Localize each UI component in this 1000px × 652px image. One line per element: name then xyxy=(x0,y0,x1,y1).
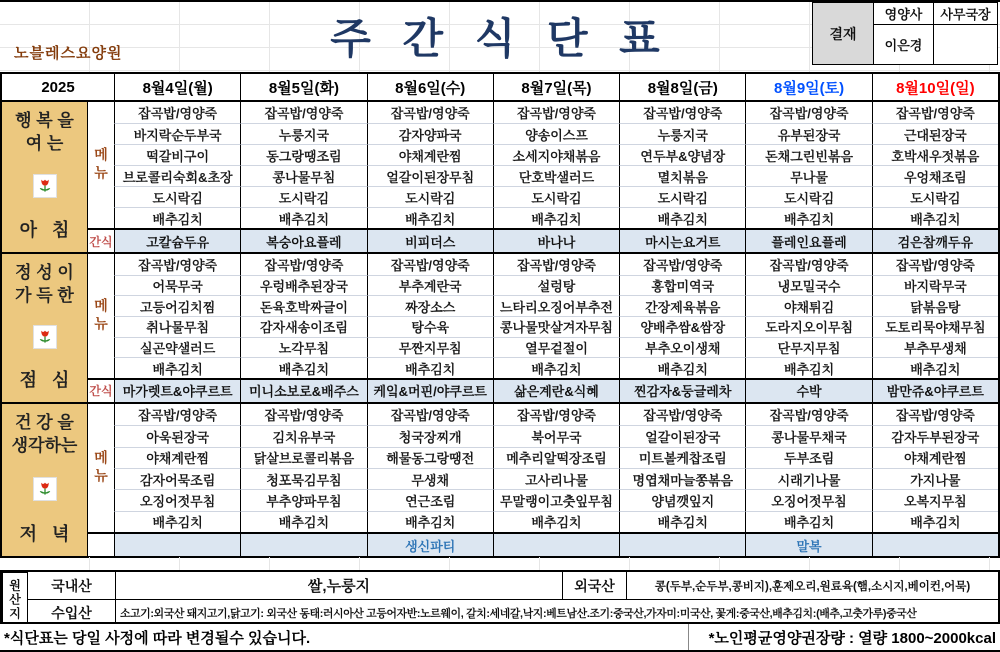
origin-domestic-label: 국내산 xyxy=(27,572,115,599)
section-heading-0 xyxy=(2,102,87,252)
menu-item: 김치유부국 xyxy=(240,425,366,446)
menu-item: 잡곡밥/영양죽 xyxy=(493,102,619,123)
menu-item: 미트볼케찹조림 xyxy=(619,447,745,468)
footer-note-change: *식단표는 당일 사정에 따라 변경될수 있습니다. xyxy=(4,629,311,647)
menu-item: 도라지오이무침 xyxy=(745,316,871,337)
menu-item: 두부조림 xyxy=(745,447,871,468)
snack-item: 찐감자&둥글레차 xyxy=(619,378,745,402)
date-header-5: 8월8일(금) xyxy=(619,74,745,100)
menu-item: 우렁배추된장국 xyxy=(240,275,366,296)
date-header-4: 8월7일(목) xyxy=(493,74,619,100)
menu-item: 해물동그랑땡전 xyxy=(367,447,493,468)
menu-item: 고등어김치찜 xyxy=(114,295,240,316)
menu-item: 배추김치 xyxy=(619,207,745,228)
menu-item: 돈채그린빈볶음 xyxy=(745,144,871,165)
menu-item: 동그랑땡조림 xyxy=(240,144,366,165)
menu-item: 떡갈비구이 xyxy=(114,144,240,165)
menu-item: 바지락무국 xyxy=(872,275,998,296)
event-item: 생신파티 xyxy=(367,532,493,556)
menu-item: 오징어젓무침 xyxy=(745,489,871,510)
snack-item: 수박 xyxy=(745,378,871,402)
snack-item: 미니소보로&배주스 xyxy=(240,378,366,402)
menu-item: 간장제육볶음 xyxy=(619,295,745,316)
menu-item: 도시락김 xyxy=(493,186,619,207)
menu-item: 배추김치 xyxy=(114,207,240,228)
menu-item: 근대된장국 xyxy=(872,123,998,144)
menu-item: 배추김치 xyxy=(619,357,745,378)
approval-col-nutritionist: 영양사 xyxy=(873,3,933,24)
menu-item: 도시락김 xyxy=(114,186,240,207)
origin-foreign-value: 콩(두부,순두부,콩비지),훈제오리,원료육(햄,소시지,베이컨,어묵) xyxy=(626,572,998,599)
menu-item: 무나물 xyxy=(745,165,871,186)
menu-item: 콩나물맛살겨자무침 xyxy=(493,316,619,337)
meal-name: 점 심 xyxy=(19,369,75,390)
menu-item: 시래기나물 xyxy=(745,468,871,489)
menu-item: 양념깻잎지 xyxy=(619,489,745,510)
meal-section-0 xyxy=(2,102,998,252)
menu-label: 메뉴 xyxy=(87,102,114,228)
menu-item: 무짠지무침 xyxy=(367,337,493,358)
menu-item: 콩나물무채국 xyxy=(745,425,871,446)
event-item: 말복 xyxy=(745,532,871,556)
menu-item: 잡곡밥/영양죽 xyxy=(745,404,871,425)
snack-item: 마시는요거트 xyxy=(619,228,745,252)
menu-item: 단호박샐러드 xyxy=(493,165,619,186)
menu-item: 멸치볶음 xyxy=(619,165,745,186)
date-header-7: 8월10일(일) xyxy=(872,74,998,100)
snack-item: 밤만쥬&야쿠르트 xyxy=(872,378,998,402)
origin-foreign-label: 외국산 xyxy=(562,572,626,599)
menu-item: 잡곡밥/영양죽 xyxy=(367,254,493,275)
footer-notes xyxy=(0,624,1000,652)
menu-item: 실곤약샐러드 xyxy=(114,337,240,358)
menu-item: 탕수육 xyxy=(367,316,493,337)
year-cell: 2025 xyxy=(41,78,75,96)
facility-name: 노블레스요양원 xyxy=(14,45,123,62)
menu-item: 배추김치 xyxy=(872,357,998,378)
menu-item: 냉모밀국수 xyxy=(745,275,871,296)
menu-item: 유부된장국 xyxy=(745,123,871,144)
snack-item: 플레인요플레 xyxy=(745,228,871,252)
menu-item: 감자양파국 xyxy=(367,123,493,144)
menu-item: 느타리오징어부추전 xyxy=(493,295,619,316)
section-heading-line: 정 성 이 xyxy=(15,263,74,282)
menu-item: 얼갈이된장국 xyxy=(619,425,745,446)
menu-item: 감자새송이조림 xyxy=(240,316,366,337)
page-title: 주 간 식 단 표 xyxy=(330,15,670,62)
menu-item: 바지락순두부국 xyxy=(114,123,240,144)
menu-item: 연근조림 xyxy=(367,489,493,510)
date-header-row xyxy=(2,74,998,102)
event-item xyxy=(240,532,366,556)
section-heading-2 xyxy=(2,404,87,556)
menu-item: 잡곡밥/영양죽 xyxy=(872,404,998,425)
approval-signature-office-manager xyxy=(933,24,997,64)
menu-item: 호박새우젓볶음 xyxy=(872,144,998,165)
menu-item: 배추김치 xyxy=(619,511,745,532)
menu-item: 잡곡밥/영양죽 xyxy=(619,254,745,275)
snack-item: 복숭아요플레 xyxy=(240,228,366,252)
menu-item: 잡곡밥/영양죽 xyxy=(367,404,493,425)
menu-item: 잡곡밥/영양죽 xyxy=(240,254,366,275)
menu-item: 잡곡밥/영양죽 xyxy=(872,254,998,275)
date-header-2: 8월5일(화) xyxy=(240,74,366,100)
section-heading-text xyxy=(15,262,74,308)
menu-item: 취나물무침 xyxy=(114,316,240,337)
menu-item: 배추김치 xyxy=(240,511,366,532)
menu-item: 배추김치 xyxy=(493,357,619,378)
page-header xyxy=(0,2,1000,72)
menu-item: 무생채 xyxy=(367,468,493,489)
meal-name: 저 녁 xyxy=(19,524,75,544)
menu-item: 짜장소스 xyxy=(367,295,493,316)
origin-domestic-value: 쌀,누룽지 xyxy=(115,572,562,599)
menu-item: 청포묵김무침 xyxy=(240,468,366,489)
menu-item: 배추김치 xyxy=(745,511,871,532)
menu-item: 북어무국 xyxy=(493,425,619,446)
menu-item: 부추무생채 xyxy=(872,337,998,358)
menu-item: 메추리알떡장조림 xyxy=(493,447,619,468)
event-item xyxy=(872,532,998,556)
menu-item: 야채계란찜 xyxy=(367,144,493,165)
origin-imported-label: 수입산 xyxy=(27,599,115,626)
flower-icon xyxy=(33,174,57,198)
menu-item: 우엉채조림 xyxy=(872,165,998,186)
menu-table xyxy=(0,72,1000,558)
approval-label: 결재 xyxy=(813,3,873,64)
menu-item: 잡곡밥/영양죽 xyxy=(745,102,871,123)
menu-item: 잡곡밥/영양죽 xyxy=(240,102,366,123)
menu-item: 연두부&양념장 xyxy=(619,144,745,165)
menu-item: 도시락김 xyxy=(619,186,745,207)
menu-item: 잡곡밥/영양죽 xyxy=(493,404,619,425)
menu-item: 야채튀김 xyxy=(745,295,871,316)
flower-icon xyxy=(33,325,57,349)
menu-item: 아욱된장국 xyxy=(114,425,240,446)
menu-item: 닭살브로콜리볶음 xyxy=(240,447,366,468)
menu-item: 잡곡밥/영양죽 xyxy=(114,404,240,425)
menu-item: 도시락김 xyxy=(240,186,366,207)
event-item xyxy=(493,532,619,556)
menu-item: 누룽지국 xyxy=(619,123,745,144)
flower-icon xyxy=(33,477,57,501)
section-heading-line: 여 는 xyxy=(25,133,64,153)
date-header-3: 8월6일(수) xyxy=(367,74,493,100)
snack-item: 고칼슘두유 xyxy=(114,228,240,252)
menu-item: 소세지야채볶음 xyxy=(493,144,619,165)
menu-item: 부추계란국 xyxy=(367,275,493,296)
menu-item: 얼갈이된장무침 xyxy=(367,165,493,186)
menu-item: 잡곡밥/영양죽 xyxy=(114,102,240,123)
section-heading-text xyxy=(12,412,78,458)
menu-item: 잡곡밥/영양죽 xyxy=(367,102,493,123)
section-heading-1 xyxy=(2,254,87,402)
menu-item: 청국장찌개 xyxy=(367,425,493,446)
approval-col-office-manager: 사무국장 xyxy=(933,3,997,24)
approval-box xyxy=(812,2,998,65)
menu-item: 배추김치 xyxy=(872,511,998,532)
snack-label: 간식 xyxy=(87,378,114,402)
menu-item: 부추오이생채 xyxy=(619,337,745,358)
menu-item: 오복지무침 xyxy=(872,489,998,510)
snack-item: 바나나 xyxy=(493,228,619,252)
snack-item: 케잌&머핀/야쿠르트 xyxy=(367,378,493,402)
menu-item: 고사리나물 xyxy=(493,468,619,489)
menu-item: 오징어젓무침 xyxy=(114,489,240,510)
meal-section-1 xyxy=(2,252,998,402)
menu-item: 도시락김 xyxy=(872,186,998,207)
menu-item: 돈육호박짜글이 xyxy=(240,295,366,316)
date-header-6: 8월9일(토) xyxy=(745,74,871,100)
section-heading-text xyxy=(15,110,74,156)
menu-item: 콩나물무침 xyxy=(240,165,366,186)
menu-item: 잡곡밥/영양죽 xyxy=(872,102,998,123)
menu-item: 명엽채마늘쫑볶음 xyxy=(619,468,745,489)
event-item xyxy=(114,532,240,556)
origin-table xyxy=(0,570,1000,624)
menu-item: 배추김치 xyxy=(872,207,998,228)
menu-item: 잡곡밥/영양죽 xyxy=(240,404,366,425)
menu-item: 브로콜리숙회&초장 xyxy=(114,165,240,186)
menu-item: 누룽지국 xyxy=(240,123,366,144)
origin-side-label: 원산지 xyxy=(2,572,27,626)
menu-item: 도토리묵야채무침 xyxy=(872,316,998,337)
section-heading-line: 생각하는 xyxy=(11,435,78,455)
meal-section-2 xyxy=(2,402,998,556)
spacer-row xyxy=(0,557,1000,570)
menu-label: 메뉴 xyxy=(87,254,114,378)
menu-item: 양송이스프 xyxy=(493,123,619,144)
menu-item: 도시락김 xyxy=(367,186,493,207)
snack-label xyxy=(87,532,114,556)
date-header-1: 8월4일(월) xyxy=(114,74,240,100)
menu-item: 감자어묵조림 xyxy=(114,468,240,489)
menu-item: 부추양파무침 xyxy=(240,489,366,510)
section-heading-line: 건 강 을 xyxy=(15,413,74,432)
menu-item: 야채계란찜 xyxy=(114,447,240,468)
snack-item: 마가렛트&야쿠르트 xyxy=(114,378,240,402)
snack-item: 비피더스 xyxy=(367,228,493,252)
menu-item: 배추김치 xyxy=(367,357,493,378)
section-heading-line: 행 복 을 xyxy=(15,111,74,130)
menu-item: 배추김치 xyxy=(493,511,619,532)
menu-item: 배추김치 xyxy=(114,511,240,532)
menu-item: 잡곡밥/영양죽 xyxy=(619,404,745,425)
menu-item: 야채계란찜 xyxy=(872,447,998,468)
approval-signature-nutritionist: 이은경 xyxy=(873,24,933,64)
menu-item: 배추김치 xyxy=(745,357,871,378)
menu-item: 단무지무침 xyxy=(745,337,871,358)
snack-label: 간식 xyxy=(87,228,114,252)
menu-item: 배추김치 xyxy=(367,207,493,228)
menu-item: 배추김치 xyxy=(240,207,366,228)
menu-item: 잡곡밥/영양죽 xyxy=(114,254,240,275)
menu-item: 배추김치 xyxy=(745,207,871,228)
menu-item: 배추김치 xyxy=(493,207,619,228)
menu-item: 배추김치 xyxy=(367,511,493,532)
menu-item: 배추김치 xyxy=(240,357,366,378)
section-heading-line: 가 득 한 xyxy=(15,285,74,305)
snack-item: 삶은계란&식혜 xyxy=(493,378,619,402)
menu-item: 잡곡밥/영양죽 xyxy=(493,254,619,275)
menu-item: 배추김치 xyxy=(114,357,240,378)
menu-item: 감자두부된장국 xyxy=(872,425,998,446)
footer-note-calories: *노인평균영양권장량 : 열량 1800~2000kcal xyxy=(688,624,1000,650)
origin-imported-value: 소고기:외국산 돼지고기,닭고기: 외국산 동태:러시아산 고등어자반:노르웨이, 갈치:세네갈,낙지:베트남산.조기:중국산,가자미:미국산, 꽃게:중국산,배추김치:(배추,고춧가루)중국산 xyxy=(115,599,998,626)
menu-item: 홍합미역국 xyxy=(619,275,745,296)
snack-item: 검은참깨두유 xyxy=(872,228,998,252)
menu-item: 양배추쌈&쌈장 xyxy=(619,316,745,337)
menu-item: 도시락김 xyxy=(745,186,871,207)
menu-item: 설렁탕 xyxy=(493,275,619,296)
event-item xyxy=(619,532,745,556)
menu-item: 열무겉절이 xyxy=(493,337,619,358)
menu-item: 잡곡밥/영양죽 xyxy=(745,254,871,275)
menu-item: 잡곡밥/영양죽 xyxy=(619,102,745,123)
menu-label: 메뉴 xyxy=(87,404,114,532)
menu-item: 무말랭이고춧잎무침 xyxy=(493,489,619,510)
menu-item: 노각무침 xyxy=(240,337,366,358)
menu-item: 닭볶음탕 xyxy=(872,295,998,316)
menu-item: 어묵무국 xyxy=(114,275,240,296)
meal-name: 아 침 xyxy=(19,220,75,240)
menu-item: 가지나물 xyxy=(872,468,998,489)
